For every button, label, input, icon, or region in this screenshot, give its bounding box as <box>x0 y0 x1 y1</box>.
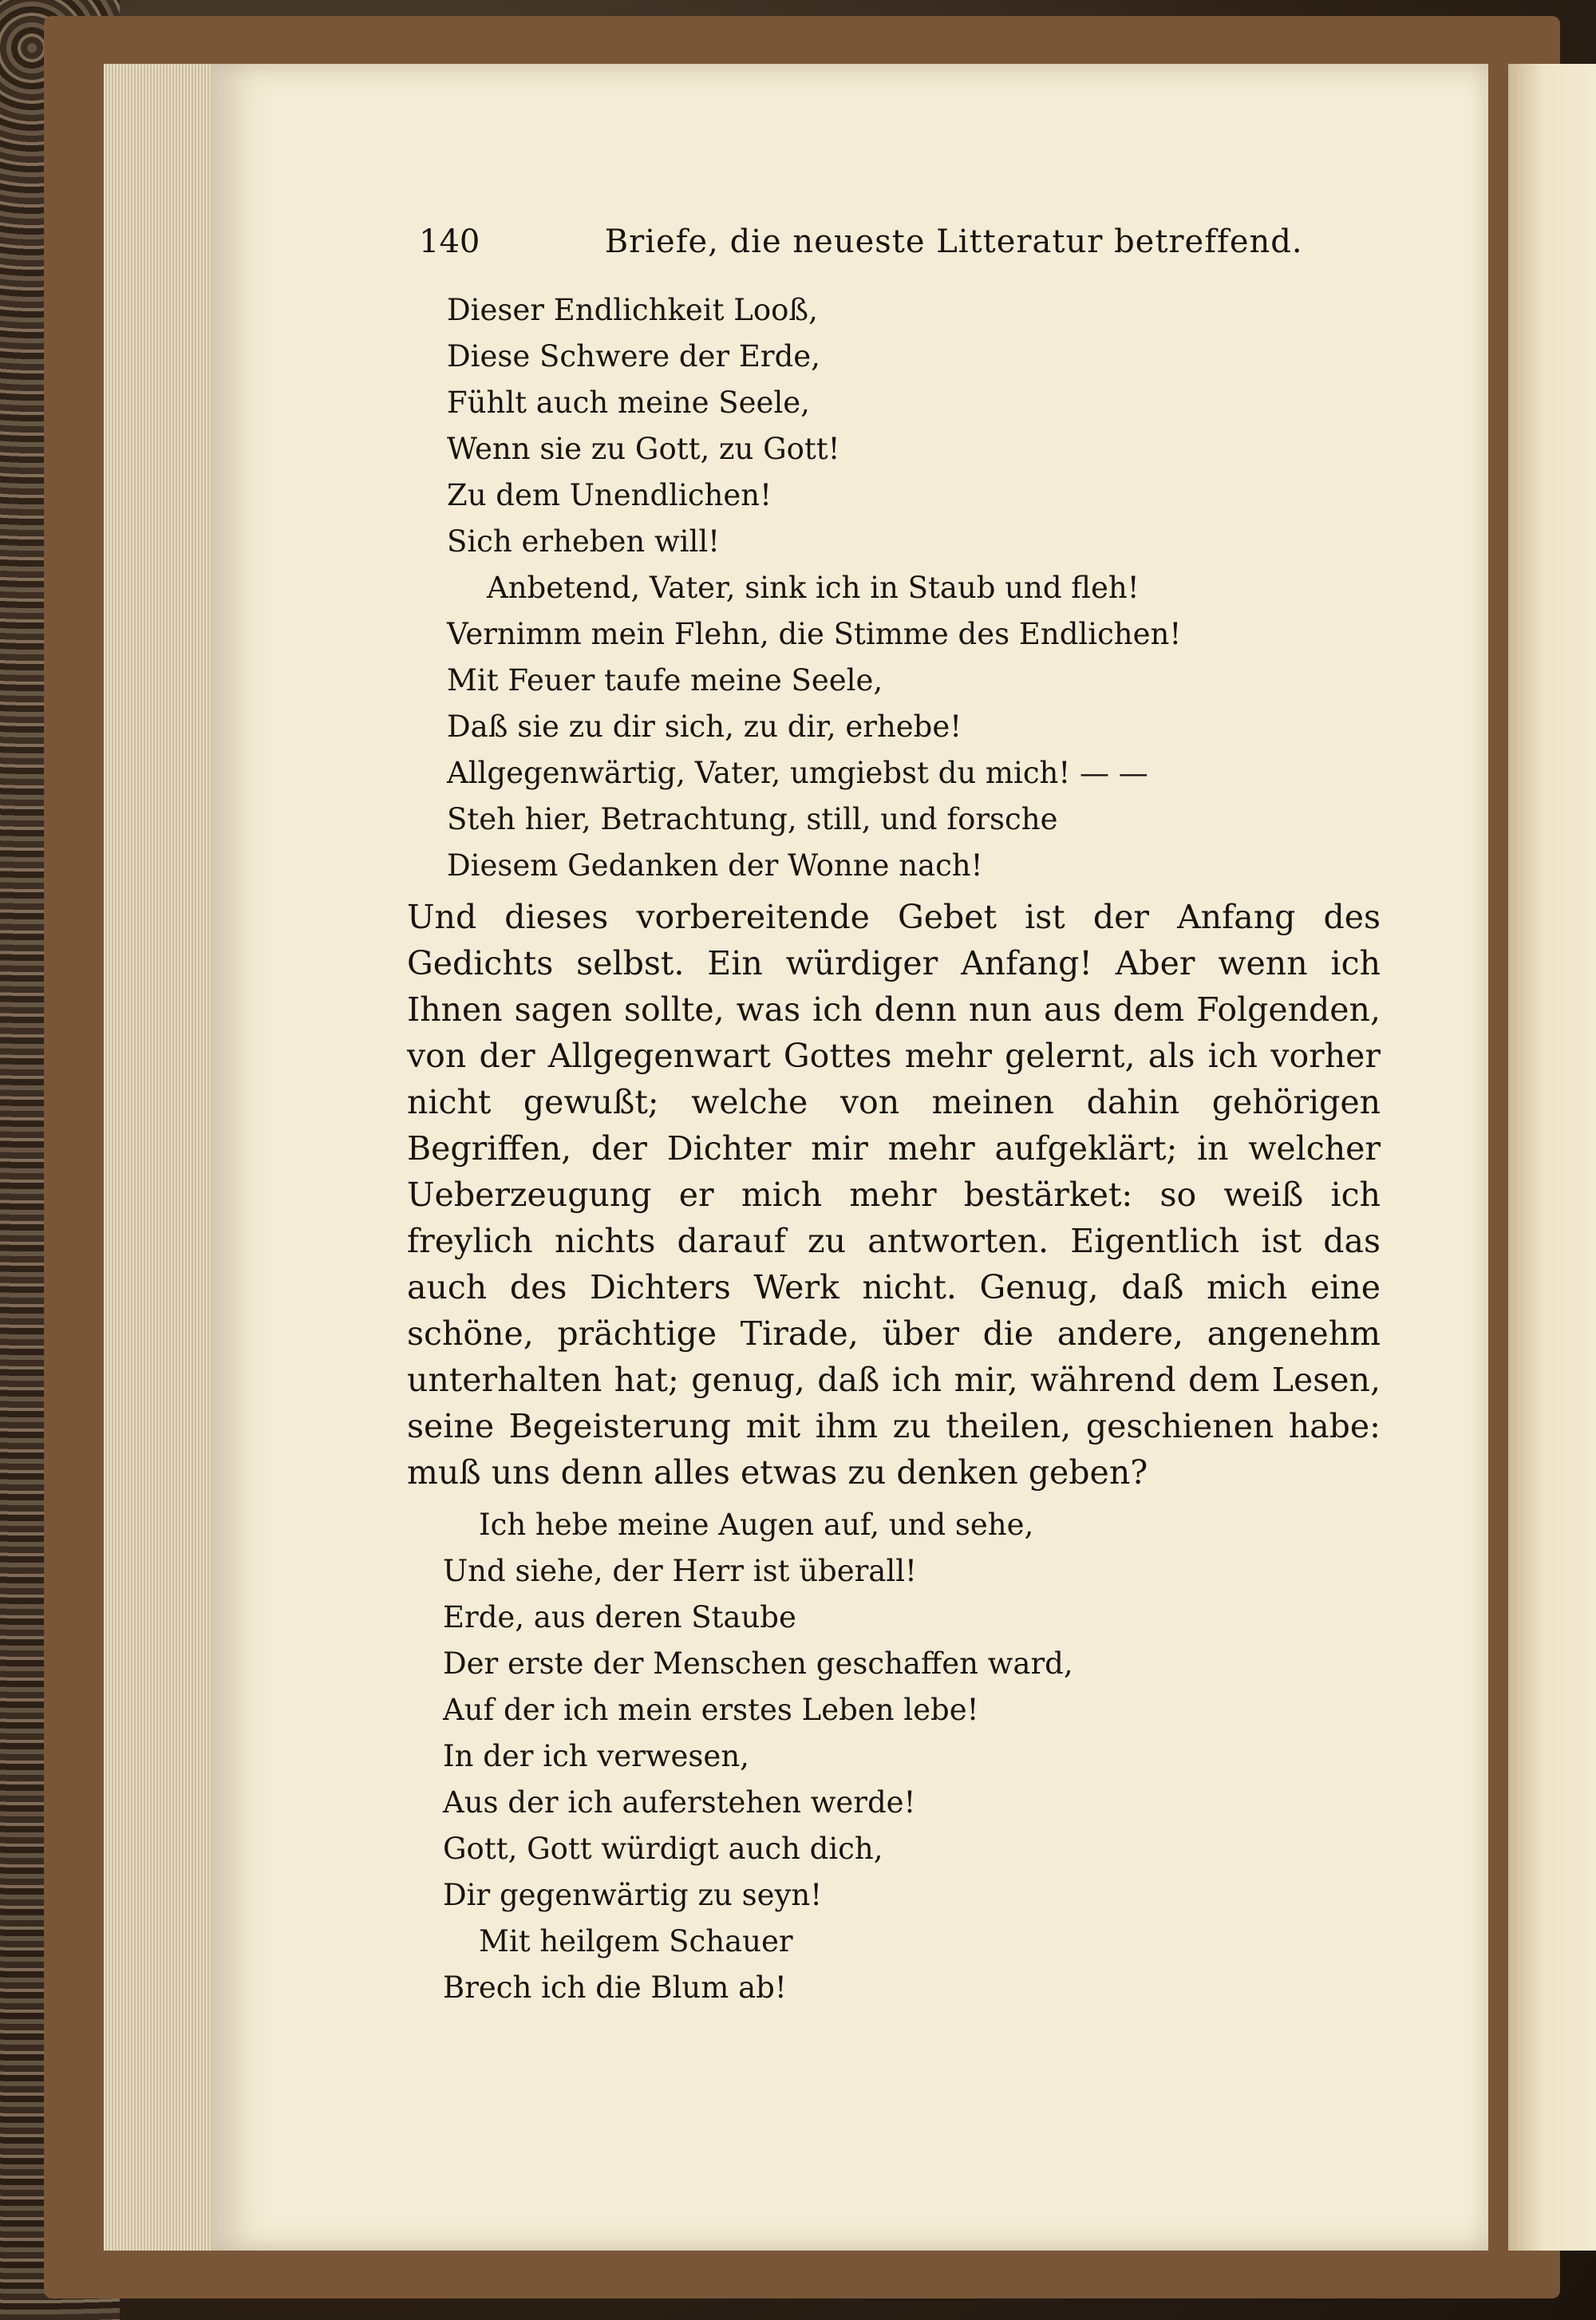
verse-line: Fühlt auch meine Seele, <box>447 385 810 420</box>
verse-line: Aus der ich auferstehen werde! <box>443 1785 916 1820</box>
verse-line: Sich erheben will! <box>447 524 721 559</box>
verse-line: Mit heilgem Schauer <box>479 1924 793 1958</box>
verse-line: Allgegenwärtig, Vater, umgiebst du mich! — — <box>447 756 1148 790</box>
verse-line: Ich hebe meine Augen auf, und sehe, <box>479 1508 1034 1542</box>
verse-line: Erde, aus deren Staube <box>443 1600 796 1634</box>
verse-line: Und siehe, der Herr ist überall! <box>443 1554 917 1588</box>
verse-line: Mit Feuer taufe meine Seele, <box>447 663 883 698</box>
verse-line: Zu dem Unendlichen! <box>447 478 772 512</box>
verse-line: Der erste der Menschen geschaffen ward, <box>443 1646 1073 1681</box>
verse-line: Diesem Gedanken der Wonne nach! <box>447 848 983 883</box>
verse-line: Daß sie zu dir sich, zu dir, erhebe! <box>447 709 962 744</box>
verse-line: In der ich verwesen, <box>443 1739 749 1773</box>
verse-line: Auf der ich mein erstes Leben lebe! <box>443 1693 979 1727</box>
verse-block-1 <box>407 287 1381 889</box>
verse-line: Vernimm mein Flehn, die Stimme des Endlichen! <box>447 617 1182 651</box>
prose-paragraph: Und dieses vorbereitende Gebet ist der Anfang des Gedichts selbst. Ein würdiger Anfang! Aber wenn ich Ihnen sagen sollte, was ich denn nun aus dem Folgenden, von der Allgegenwart Gottes mehr gelernt, als ich vorher nicht gewußt; welche von meinen dahin gehörigen Begriffen, der Dichter mir mehr aufgeklärt; in welcher Ueberzeugung er mich mehr bestärket: so weiß ich freylich nichts darauf zu antworten. Eigentlich ist das auch des Dichters Werk nicht. Genug, daß mich eine schöne, prächtige Tirade, über die andere, angenehm unterhalten hat; genug, daß ich mir, während dem Lesen, seine Begeisterung mit ihm zu theilen, geschienen habe: muß uns denn alles etwas zu denken geben? <box>407 898 1381 1492</box>
verse-line: Wenn sie zu Gott, zu Gott! <box>447 432 840 466</box>
verse-block-2 <box>407 1502 1381 2011</box>
page-header <box>419 223 1377 260</box>
verse-line: Anbetend, Vater, sink ich in Staub und fleh! <box>487 571 1140 605</box>
page-edges <box>104 64 215 2251</box>
verse-line: Steh hier, Betrachtung, still, und forsche <box>447 802 1058 836</box>
verse-line: Diese Schwere der Erde, <box>447 339 820 373</box>
verse-line: Gott, Gott würdigt auch dich, <box>443 1832 883 1866</box>
facing-page-edge <box>1508 64 1596 2251</box>
page-number: 140 <box>419 223 480 260</box>
verse-line: Brech ich die Blum ab! <box>443 1970 787 2005</box>
page-text <box>407 287 1381 2011</box>
running-title: Briefe, die neueste Litteratur betreffend. <box>604 223 1303 260</box>
verse-line: Dir gegenwärtig zu seyn! <box>443 1878 823 1912</box>
verse-line: Dieser Endlichkeit Looß, <box>447 293 818 327</box>
